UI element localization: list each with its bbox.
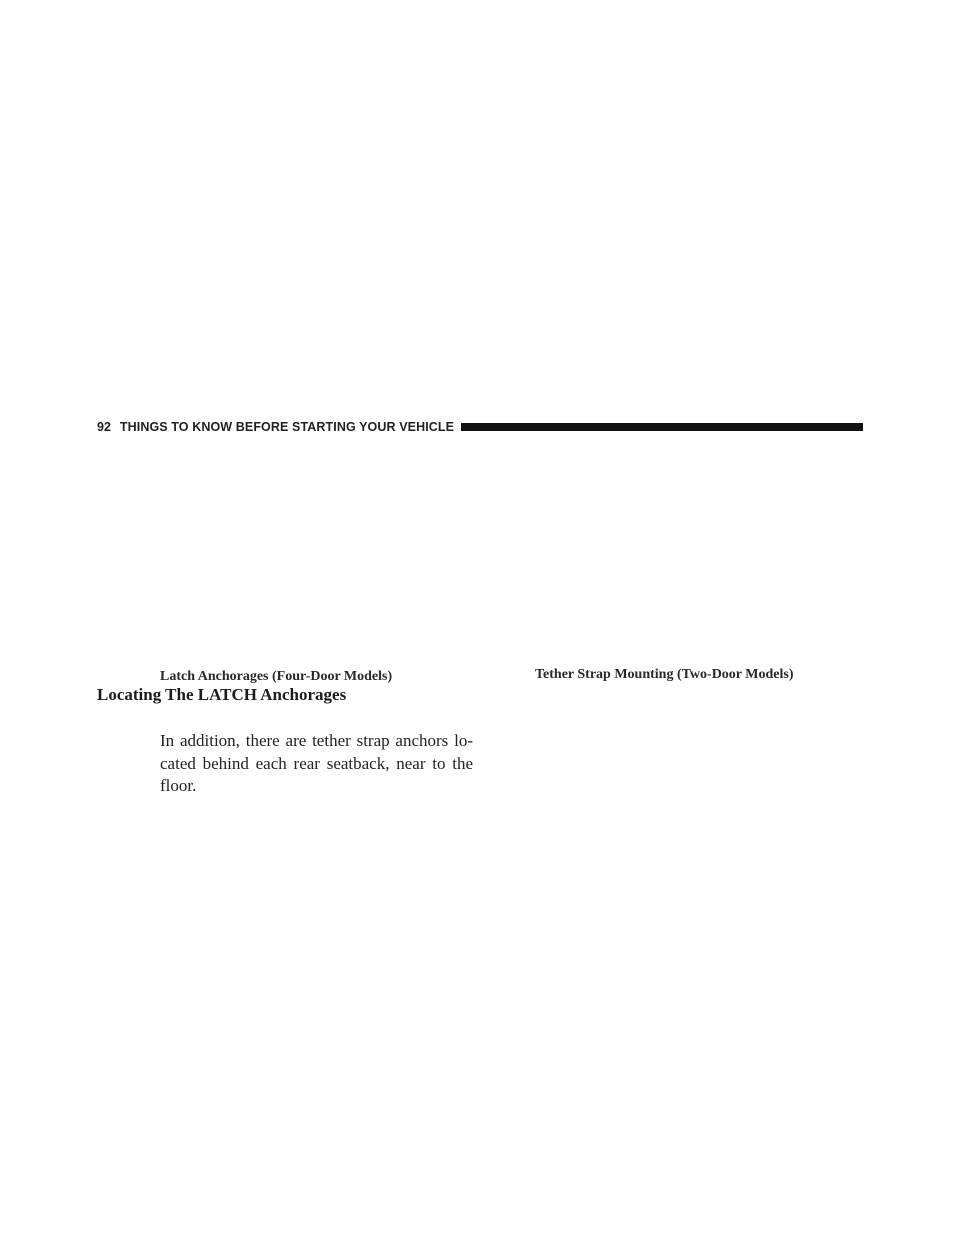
paragraph-line: floor. (160, 776, 197, 795)
paragraph-line: In addition, there are tether strap anchors lo- (160, 731, 473, 750)
section-title: THINGS TO KNOW BEFORE STARTING YOUR VEHICLE (119, 420, 455, 434)
figure-caption-latch-anchorages: Latch Anchorages (Four-Door Models) (160, 669, 393, 684)
page-number: 92 (97, 420, 111, 434)
page-header (97, 418, 863, 436)
body-paragraph (160, 730, 473, 798)
figure-caption-tether-strap-mounting: Tether Strap Mounting (Two-Door Models) (535, 667, 794, 682)
paragraph-line: cated behind each rear seatback, near to the (160, 753, 473, 773)
header-rule (461, 423, 863, 431)
section-heading: Locating The LATCH Anchorages (97, 685, 347, 704)
